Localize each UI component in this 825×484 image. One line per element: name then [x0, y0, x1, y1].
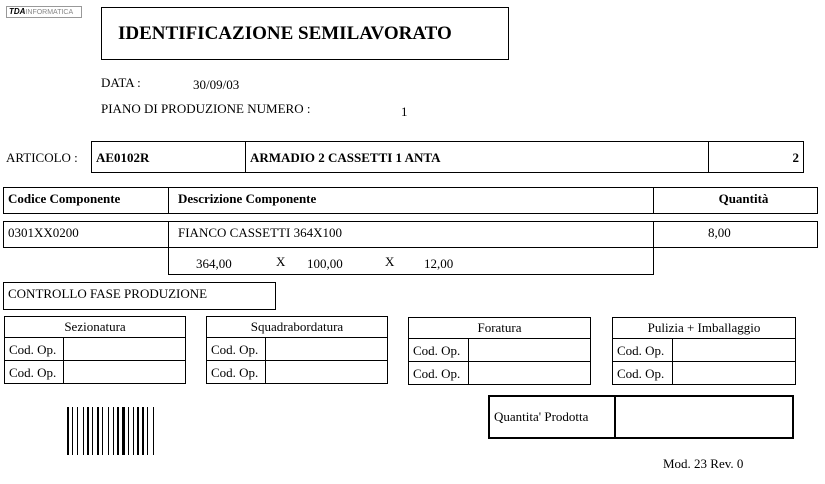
header-component-description: Descrizione Componente [168, 187, 654, 214]
phase-foratura-op1-label: Cod. Op. [408, 338, 469, 362]
dimension-separator: X [385, 254, 395, 269]
production-plan-number: 1 [401, 104, 408, 119]
dimension-thickness: 12,00 [424, 256, 454, 271]
phase-sezionatura-op2-label: Cod. Op. [4, 360, 64, 384]
article-quantity: 2 [708, 141, 804, 173]
dimension-width: 100,00 [307, 256, 343, 271]
phase-squadrabordatura-op2-label: Cod. Op. [206, 360, 266, 384]
article-code: AE0102R [91, 141, 246, 173]
phase-foratura-title: Foratura [408, 317, 591, 339]
company-logo: TDAINFORMATICA [6, 6, 82, 18]
phase-pulizia-imballaggio-title: Pulizia + Imballaggio [612, 317, 796, 339]
date-value: 30/09/03 [193, 77, 240, 92]
phase-sezionatura-op2-field [63, 360, 186, 384]
article-description: ARMADIO 2 CASSETTI 1 ANTA [245, 141, 709, 173]
component-code: 0301XX0200 [3, 221, 169, 248]
phase-foratura-op2-label: Cod. Op. [408, 361, 469, 385]
phase-sezionatura-op1-label: Cod. Op. [4, 337, 64, 361]
header-component-code: Codice Componente [3, 187, 169, 214]
phase-pulizia-imballaggio-op1-field [672, 338, 796, 362]
form-revision: Mod. 23 Rev. 0 [663, 456, 744, 471]
phase-squadrabordatura-title: Squadrabordatura [206, 316, 388, 338]
phase-squadrabordatura-op1-field [265, 337, 388, 361]
produced-quantity-label: Quantita' Prodotta [488, 395, 616, 439]
phase-pulizia-imballaggio-op2-field [672, 361, 796, 385]
phase-squadrabordatura-op1-label: Cod. Op. [206, 337, 266, 361]
header-quantity: Quantità [653, 187, 818, 214]
component-quantity: 8,00 [653, 221, 818, 248]
document-title: IDENTIFICAZIONE SEMILAVORATO [101, 7, 509, 60]
phase-sezionatura-op1-field [63, 337, 186, 361]
phase-pulizia-imballaggio-op2-label: Cod. Op. [612, 361, 673, 385]
produced-quantity-field [614, 395, 794, 439]
dimension-separator: X [276, 254, 286, 269]
phase-foratura-op2-field [468, 361, 591, 385]
production-plan-label: PIANO DI PRODUZIONE NUMERO : [101, 101, 311, 116]
date-label: DATA : [101, 75, 141, 90]
component-description: FIANCO CASSETTI 364X100 [168, 221, 654, 248]
production-control-title: CONTROLLO FASE PRODUZIONE [3, 282, 276, 310]
dimensions-row [168, 247, 654, 275]
phase-foratura-op1-field [468, 338, 591, 362]
barcode [67, 407, 174, 455]
phase-pulizia-imballaggio-op1-label: Cod. Op. [612, 338, 673, 362]
dimension-length: 364,00 [196, 256, 232, 271]
phase-sezionatura-title: Sezionatura [4, 316, 186, 338]
phase-squadrabordatura-op2-field [265, 360, 388, 384]
article-label: ARTICOLO : [6, 150, 78, 165]
